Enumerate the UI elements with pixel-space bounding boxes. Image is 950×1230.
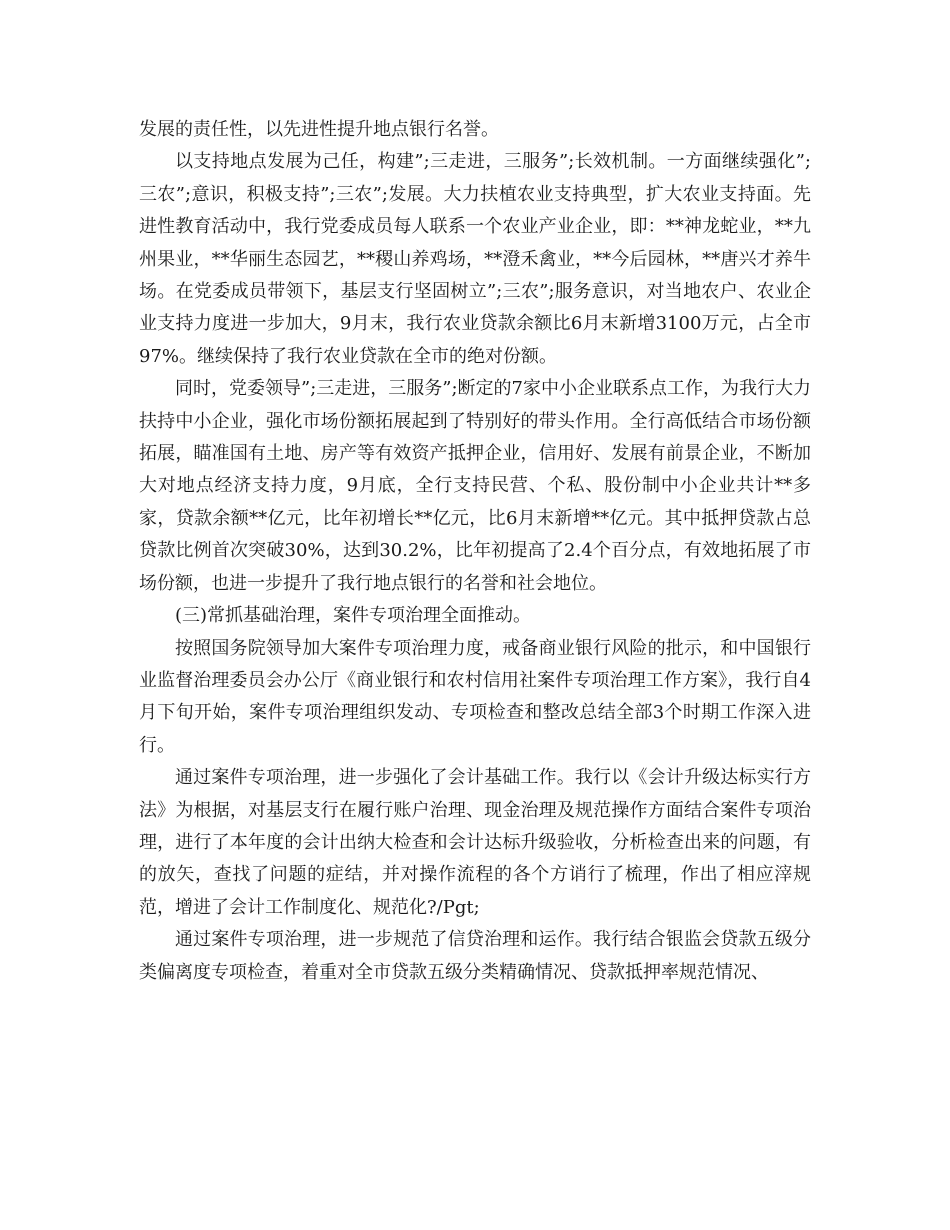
paragraph-credit-management: 通过案件专项治理，进一步规范了信贷治理和运作。我行结合银监会贷款五级分类偏离度专项检查，着重对全市贷款五级分类精确情况、贷款抵押率规范情况、	[139, 929, 811, 983]
document-body	[139, 114, 811, 989]
section-heading-case-governance: (三)常抓基础治理，案件专项治理全面推动。	[175, 605, 532, 627]
paragraph-accounting-foundation: 通过案件专项治理，进一步强化了会计基础工作。我行以《会计升级达标实行方法》为根据，对基层支行在履行账户治理、现金治理及规范操作方面结合案件专项治理，进行了本年度的会计出纳大检查和会计达标升级验收，分析检查出来的问题，有的放矢，查找了问题的症结，并对操作流程的各个方诮行了梳理，作出了相应滓规范，增进了会计工作制度化、规范化?/Pgt;	[139, 767, 811, 918]
paragraph-state-council-directive: 按照国务院领导加大案件专项治理力度，戒备商业银行风险的批示，和中国银行业监督治理委员会办公厅《商业银行和农村信用社案件专项治理工作方案》，我行自4月下旬开始，案件专项治理组织发动、专项检查和整改总结全部3个时期工作深入进行。	[139, 637, 811, 756]
paragraph-continuation: 发展的责任性，以先进性提升地点银行名誉。	[139, 119, 499, 140]
paragraph-sme-support: 同时，党委领导”;三走进，三服务”;断定的7家中小企业联系点工作，为我行大力扶持中小企业，强化市场份额拓展起到了特别好的带头作用。全行高低结合市场份额拓展，瞄准国有土地、房产等有效资产抵押企业，信用好、发展有前景企业，不断加大对地点经济支持力度，9月底，全行支持民营、个私、股份制中小企业共计**多家，贷款余额**亿元，比年初增长**亿元，比6月末新增**亿元。其中抵押贷款占总贷款比例首次突破30%，达到30.2%，比年初提高了2.4个百分点，有效地拓展了市场份额，也进一步提升了我行地点银行的名誉和社会地位。	[139, 378, 811, 594]
paragraph-rural-support: 以支持地点发展为己任，构建”;三走进，三服务”;长效机制。一方面继续强化”;三农”;意识，积极支持”;三农”;发展。大力扶植农业支持典型，扩大农业支持面。先进性教育活动中，我行党委成员每人联系一个农业产业企业，即：**神龙蛇业，**九州果业，**华丽生态园艺，**稷山养鸡场，**澄禾禽业，**今后园林，**唐兴才养牛场。在党委成员带领下，基层支行坚固树立”;三农”;服务意识，对当地农户、农业企业支持力度进一步加大，9月末，我行农业贷款余额比6月末新增3100万元，占全市97%。继续保持了我行农业贷款在全市的绝对份额。	[139, 151, 811, 367]
